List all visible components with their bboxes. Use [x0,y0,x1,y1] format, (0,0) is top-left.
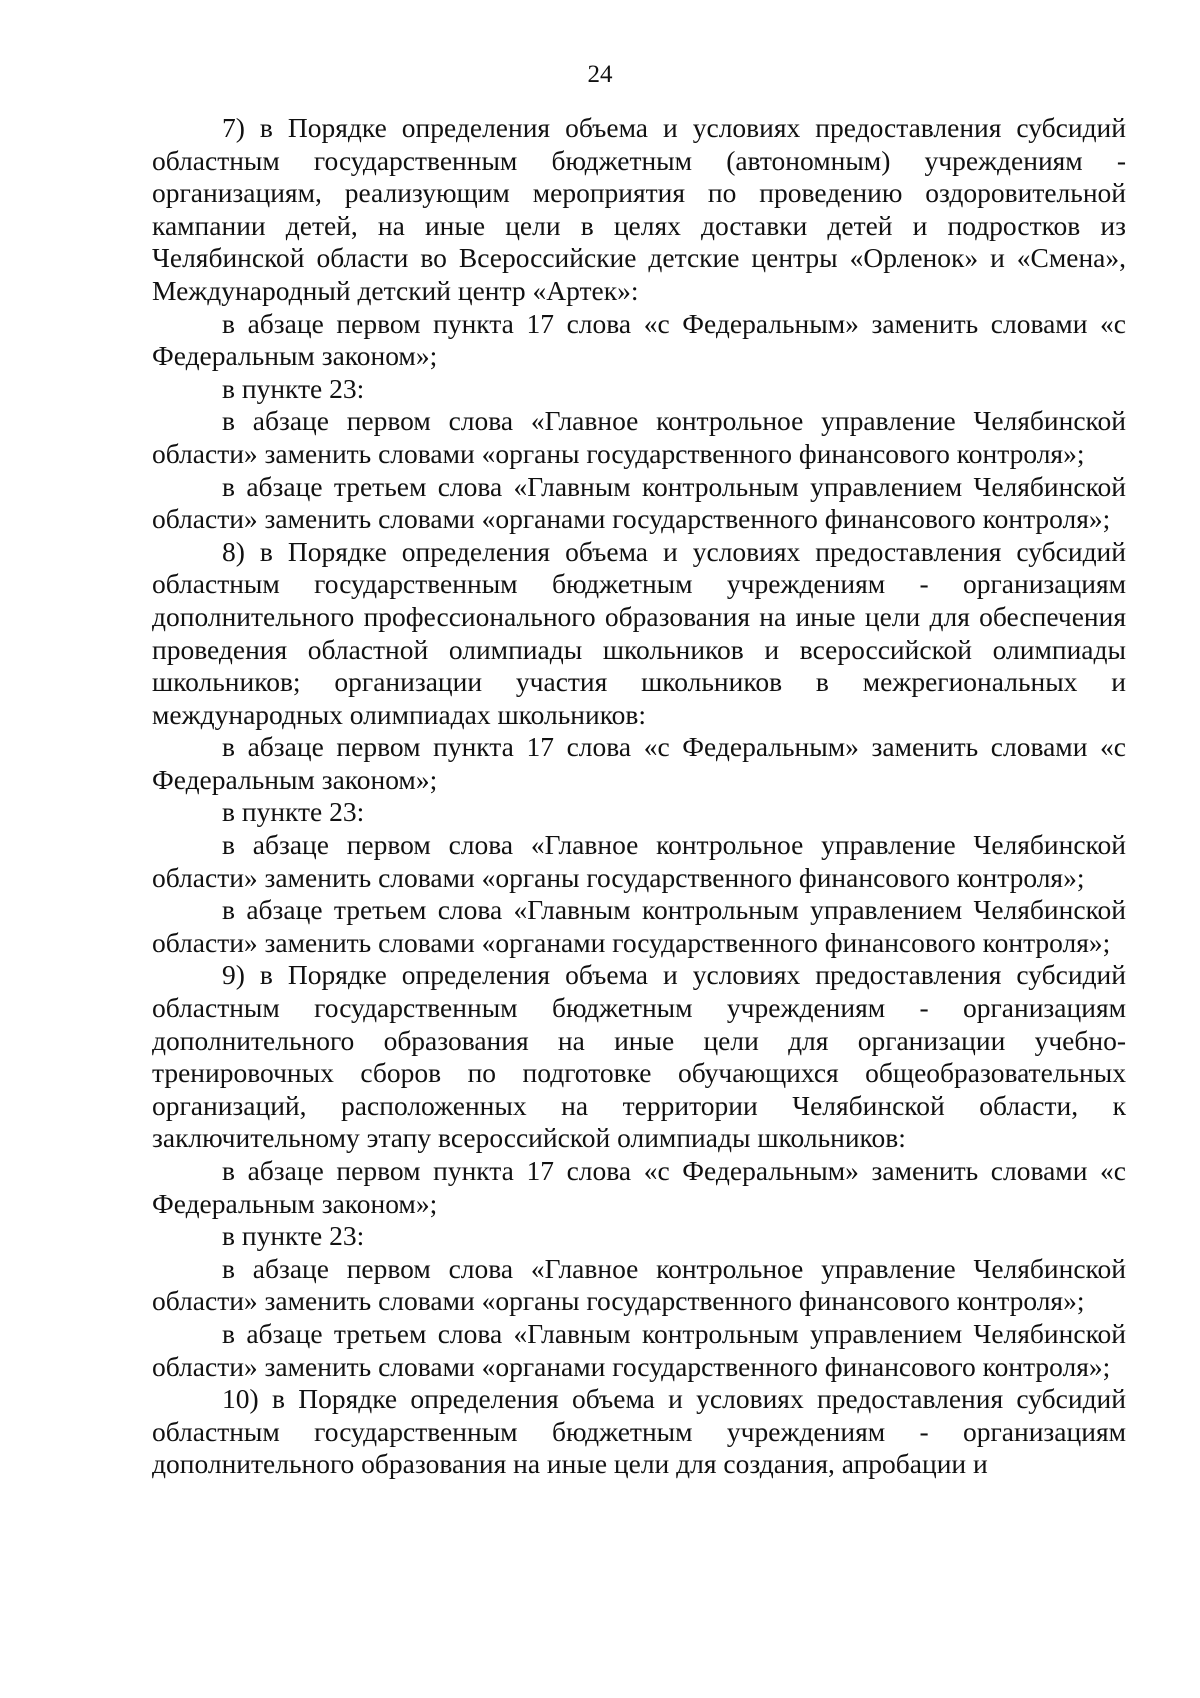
paragraph-item-8-point-17: в абзаце первом пункта 17 слова «с Федеральным» заменить словами «с Федеральным законом»; [152,731,1126,795]
paragraph-item-9-point-17: в абзаце первом пункта 17 слова «с Федеральным» заменить словами «с Федеральным законом»; [152,1155,1126,1219]
page-number: 24 [587,61,613,88]
paragraph-item-9-intro: 9) в Порядке определения объема и условиях предоставления субсидий областным государственным бюджетным учреждениям - организациям дополнительного образования на иные цели для организации учебно-тренировочных сборов по подготовке обучающихся общеобразовательных организаций, расположенных на территории Челябинской области, к заключительному этапу всероссийской олимпиады школьников: [152,959,1126,1154]
paragraph-item-8-first-abzac: в абзаце первом слова «Главное контрольное управление Челябинской области» заменить словами «органы государственного финансового контроля»; [152,829,1126,893]
paragraph-item-8-point-23: в пункте 23: [222,796,365,828]
paragraph-item-7-intro: 7) в Порядке определения объема и условиях предоставления субсидий областным государственным бюджетным (автономным) учреждениям - организациям, реализующим мероприятия по проведению оздоровительной кампании детей, на иные цели в целях доставки детей и подростков из Челябинской области во Всероссийские детские центры «Орленок» и «Смена», Международный детский центр «Артек»: [152,112,1126,306]
document-body [152,112,1126,1481]
paragraph-item-7-first-abzac: в абзаце первом слова «Главное контрольное управление Челябинской области» заменить словами «органы государственного финансового контроля»; [152,405,1126,469]
paragraph-item-8-intro: 8) в Порядке определения объема и условиях предоставления субсидий областным государственным бюджетным учреждениям - организациям дополнительного профессионального образования на иные цели для обеспечения проведения областной олимпиады школьников и всероссийской олимпиады школьников; организации участия школьников в межрегиональных и международных олимпиадах школьников: [152,535,1126,730]
paragraph-item-7-third-abzac: в абзаце третьем слова «Главным контрольным управлением Челябинской области» заменить словами «органами государственного финансового контроля»; [152,470,1126,535]
paragraph-item-7-point-23: в пункте 23: [222,372,365,404]
paragraph-item-7-point-17: в абзаце первом пункта 17 слова «с Федеральным» заменить словами «с Федеральным законом»; [152,307,1126,372]
paragraph-item-9-point-23: в пункте 23: [222,1220,365,1252]
paragraph-item-8-third-abzac: в абзаце третьем слова «Главным контрольным управлением Челябинской области» заменить словами «органами государственного финансового контроля»; [152,894,1126,958]
paragraph-item-9-first-abzac: в абзаце первом слова «Главное контрольное управление Челябинской области» заменить словами «органы государственного финансового контроля»; [152,1252,1126,1317]
paragraph-item-10-intro: 10) в Порядке определения объема и условиях предоставления субсидий областным государственным бюджетным учреждениям - организациям дополнительного образования на иные цели для создания, апробации и [152,1383,1126,1480]
paragraph-item-9-third-abzac: в абзаце третьем слова «Главным контрольным управлением Челябинской области» заменить словами «органами государственного финансового контроля»; [152,1317,1126,1382]
